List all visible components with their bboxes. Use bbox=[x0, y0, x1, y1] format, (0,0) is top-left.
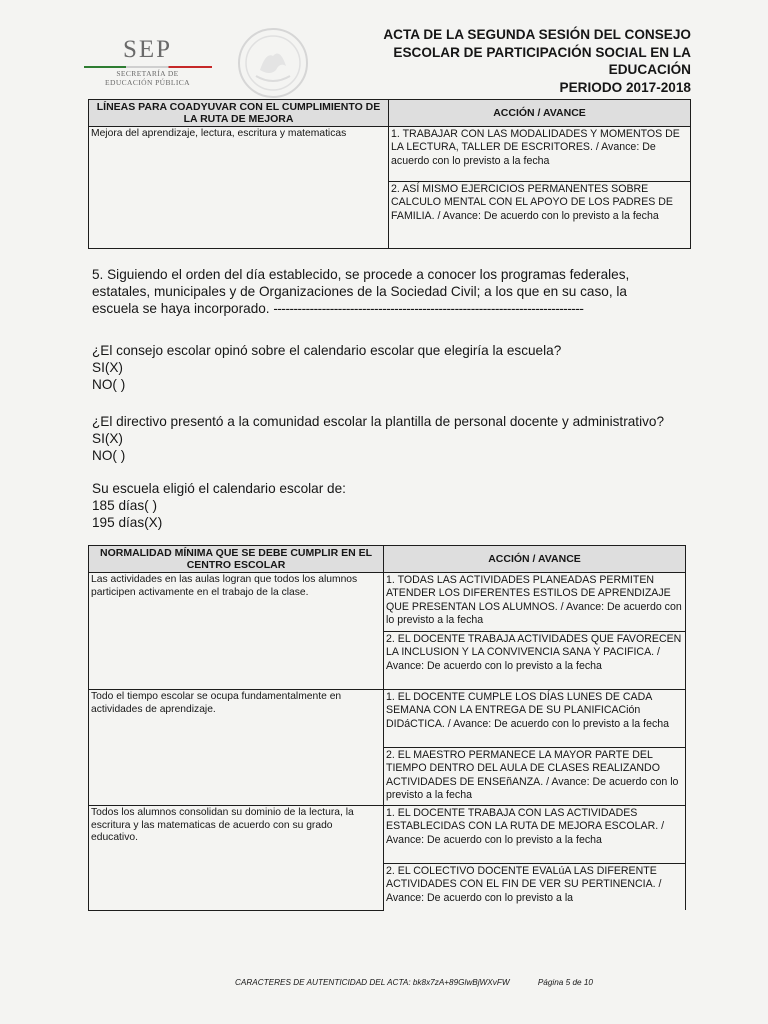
answer-yes: SI(X) bbox=[92, 431, 123, 446]
action-cell: 2. EL DOCENTE TRABAJA ACTIVIDADES QUE FAVORECEN LA INCLUSION Y LA CONVIVENCIA SANA Y PACIFICA. / Avance: De acuerdo con lo previsto a la fecha bbox=[384, 632, 686, 690]
authenticity-code: CARACTERES DE AUTENTICIDAD DEL ACTA: bk8x7zA+89GlwBjWXvFW bbox=[235, 978, 510, 987]
goal-cell: Mejora del aprendizaje, lectura, escritura y matematicas bbox=[89, 127, 389, 249]
improvement-route-table bbox=[88, 99, 691, 249]
section-5-text: 5. Siguiendo el orden del día establecido, se procede a conocer los programas federales, estatales, municipales y de Organizaciones de la Sociedad Civil; a los que en su caso, la escuela se haya incorporado. bbox=[92, 267, 630, 316]
column-header-action: ACCIÓN / AVANCE bbox=[389, 100, 691, 127]
answer-no: NO( ) bbox=[92, 448, 126, 463]
table-header-row bbox=[89, 546, 686, 573]
answer-no: NO( ) bbox=[92, 377, 126, 392]
action-cell: 2. EL MAESTRO PERMANECE LA MAYOR PARTE DEL TIEMPO DENTRO DEL AULA DE CLASES REALIZANDO ACTIVIDADES DE ENSEñANZA. / Avance: De acuerdo con lo previsto a la fecha bbox=[384, 748, 686, 806]
table-row bbox=[89, 806, 686, 864]
logo-subtitle-1: SECRETARÍA DE bbox=[116, 69, 179, 78]
logo-subtitle-2: EDUCACIÓN PÚBLICA bbox=[105, 78, 190, 87]
national-seal-icon bbox=[236, 26, 310, 100]
question-text: Su escuela eligió el calendario escolar de: bbox=[92, 481, 346, 496]
action-cell: 2. EL COLECTIVO DOCENTE EVALúA LAS DIFERENTE ACTIVIDADES CON EL FIN DE VER SU PERTINENCIA. / Avance: De acuerdo con lo previsto a la bbox=[384, 864, 686, 911]
document-title bbox=[331, 26, 691, 96]
table-header-row bbox=[89, 100, 691, 127]
option-185-days: 185 días( ) bbox=[92, 498, 157, 513]
question-text: ¿El consejo escolar opinó sobre el calendario escolar que elegiría la escuela? bbox=[92, 343, 562, 358]
question-text: ¿El directivo presentó a la comunidad escolar la plantilla de personal docente y administrativo? bbox=[92, 414, 665, 429]
sep-logo-text: SEP bbox=[122, 36, 173, 63]
answer-yes: SI(X) bbox=[92, 360, 123, 375]
table-row bbox=[89, 573, 686, 632]
action-cell: 2. ASÍ MISMO EJERCICIOS PERMANENTES SOBRE CALCULO MENTAL CON EL APOYO DE LOS PADRES DE FAMILIA. / Avance: De acuerdo con lo previsto a la fecha bbox=[389, 182, 691, 249]
option-195-days: 195 días(X) bbox=[92, 515, 163, 530]
action-cell: 1. EL DOCENTE TRABAJA CON LAS ACTIVIDADES ESTABLECIDAS CON LA RUTA DE MEJORA ESCOLAR. / Avance: De acuerdo con lo previsto a la fecha bbox=[384, 806, 686, 864]
action-cell: 1. EL DOCENTE CUMPLE LOS DÍAS LUNES DE CADA SEMANA CON LA ENTREGA DE SU PLANIFICACión DIDáCTICA. / Avance: De acuerdo con lo previsto a la fecha bbox=[384, 690, 686, 748]
column-header-lines: LÍNEAS PARA COADYUVAR CON EL CUMPLIMIENTO DE LA RUTA DE MEJORA bbox=[89, 100, 389, 127]
dash-filler: ----------------------------------------------------------------------------- bbox=[273, 301, 584, 316]
title-line-1: ACTA DE LA SEGUNDA SESIÓN DEL CONSEJO bbox=[383, 27, 691, 42]
title-line-4: PERIODO 2017-2018 bbox=[559, 79, 691, 95]
column-header-normality: NORMALIDAD MÍNIMA QUE SE DEBE CUMPLIR EN EL CENTRO ESCOLAR bbox=[89, 546, 384, 573]
title-line-3: EDUCACIÓN bbox=[608, 62, 691, 77]
page-footer bbox=[235, 978, 695, 987]
action-cell: 1. TRABAJAR CON LAS MODALIDADES Y MOMENTOS DE LA LECTURA, TALLER DE ESCRITORES. / Avance: De acuerdo con lo previsto a la fecha bbox=[389, 127, 691, 182]
table-row bbox=[89, 127, 691, 182]
column-header-action: ACCIÓN / AVANCE bbox=[384, 546, 686, 573]
question-staff-roster bbox=[92, 413, 692, 464]
section-5-paragraph bbox=[92, 266, 672, 317]
sep-logo bbox=[80, 36, 215, 94]
page-number: Página 5 de 10 bbox=[537, 978, 593, 987]
logo-color-rule bbox=[84, 66, 212, 68]
minimum-normality-table bbox=[88, 545, 686, 911]
title-line-2: ESCOLAR DE PARTICIPACIÓN SOCIAL EN LA bbox=[393, 44, 691, 60]
goal-cell: Todos los alumnos consolidan su dominio de la lectura, la escritura y las matematicas de acuerdo con su grado educativo. bbox=[89, 806, 384, 911]
action-cell: 1. TODAS LAS ACTIVIDADES PLANEADAS PERMITEN ATENDER LOS DIFERENTES ESTILOS DE APRENDIZAJE QUE PRESENTAN LOS ALUMNOS. / Avance: De acuerdo con lo previsto a la fecha bbox=[384, 573, 686, 632]
goal-cell: Todo el tiempo escolar se ocupa fundamentalmente en actividades de aprendizaje. bbox=[89, 690, 384, 806]
question-calendar-opinion bbox=[92, 342, 692, 393]
goal-cell: Las actividades en las aulas logran que todos los alumnos participen activamente en el trabajo de la clase. bbox=[89, 573, 384, 690]
question-calendar-days bbox=[92, 480, 692, 531]
table-row bbox=[89, 690, 686, 748]
